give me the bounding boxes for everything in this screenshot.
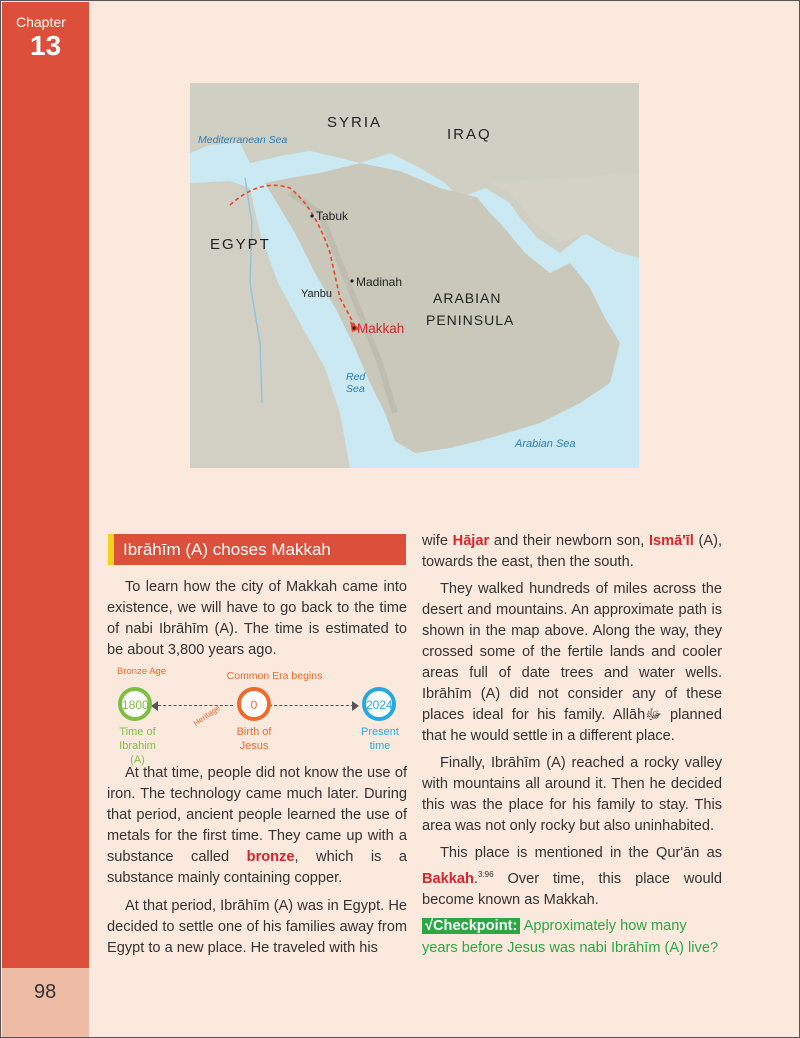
checkpoint-tag: √Checkpoint: [422, 918, 520, 934]
bronze-term: bronze [246, 849, 295, 865]
timeline-label-2024-line1: Present [361, 726, 399, 738]
timeline-label-0-line2: Jesus [239, 740, 269, 752]
bakkah-term: Bakkah [422, 870, 474, 887]
timeline-line-right [269, 705, 354, 706]
map-label-arabian: ARABIAN [433, 290, 502, 306]
map-label-red: Red [346, 371, 366, 383]
timeline-arrow-right [352, 701, 359, 711]
timeline-point-1800: 1800 [118, 687, 152, 721]
left-p1-text: To learn how the city of Makkah came into existence, we will have to go back to the time of nabi Ibrāhīm (A). The time is estimated to be about 3,800 years ago. [107, 579, 407, 658]
chapter-label: Chapter [16, 14, 66, 30]
checkpoint [422, 915, 722, 959]
madinah-dot [350, 279, 353, 282]
checkpoint-question: Approximately how many years before Jesus was nabi Ibrāhīm (A) live? [422, 918, 719, 956]
timeline-label-2024-line2: time [369, 740, 391, 752]
timeline-bronze-age: Bronze Age [117, 666, 167, 677]
arabia-map [190, 83, 639, 468]
map-graphic [190, 83, 639, 468]
right-p4-a: This place is mentioned in the Qur'ān as [440, 845, 722, 861]
map-label-sea: Sea [346, 383, 365, 395]
timeline-label-1800-line2: Ibrahim (A) [119, 740, 156, 766]
right-p4-b: Over time, this place would become known as Makkah. [422, 870, 722, 908]
map-label-yanbu: Yanbu [301, 288, 332, 300]
right-p2-text: They walked hundreds of miles across the desert and mountains. An approximate path is shown in the map above. Along the way, they crossed some of the fertile lands and cooler areas full of date trees and water wells. Ibrāhīm (A) did not consider any of these places ideal for his family. Allāhﷻ planned that he would settle in a different place. [422, 581, 722, 744]
timeline-line-left [153, 705, 233, 706]
map-label-egypt: EGYPT [210, 236, 271, 253]
chapter-number: 13 [30, 30, 62, 61]
timeline-label-1800-line1: Time of [119, 726, 156, 738]
right-paragraph-3 [422, 753, 722, 837]
map-label-makkah: Makkah [357, 321, 405, 336]
left-p3-text: At that period, Ibrāhīm (A) was in Egypt. He decided to settle one of his families away from Egypt to a new place. He traveled with his [107, 898, 407, 956]
left-paragraph-3 [107, 896, 407, 959]
map-label-peninsula: PENINSULA [426, 312, 515, 328]
left-paragraph-2 [107, 763, 407, 889]
timeline-point-2024: 2024 [362, 687, 396, 721]
right-p3-text: Finally, Ibrāhīm (A) reached a rocky valley with mountains all around it. Then he decided this was the place for his family to stay. This area was not only rocky but also uninhabited. [422, 755, 722, 834]
right-p1-b: and their newborn son, [489, 533, 649, 549]
right-paragraph-4: This place is mentioned in the Qur'ān as Bakkah.$^{3:96}$ Over time, this place would become known as Makkah. [422, 845, 722, 908]
tabuk-dot [310, 214, 313, 217]
left-p2-text-a: At that time, people did not know the use of iron. The technology came much later. During that period, ancient people learned the use of metals for the first time. They came up with a substance called [107, 765, 407, 865]
map-label-madinah: Madinah [356, 275, 403, 289]
makkah-dot [352, 326, 355, 329]
page-number: 98 [34, 981, 57, 1003]
timeline-common-era: Common Era begins [226, 670, 323, 682]
map-label-arabian-sea: Arabian Sea [515, 438, 576, 450]
right-p1-c: (A), towards the east, then the south. [422, 533, 722, 570]
chapter-sidebar [2, 2, 89, 968]
timeline-point-0: 0 [237, 687, 271, 721]
map-label-tabuk: Tabuk [316, 209, 349, 223]
timeline-arrow-left [151, 701, 158, 711]
section-heading: Ibrāhīm (A) choses Makkah [108, 534, 406, 565]
timeline-label-0-line1: Birth of [236, 726, 272, 738]
right-paragraph-2 [422, 579, 722, 747]
timeline-heritage: Heritage [191, 703, 222, 728]
map-label-mediterranean: Mediterranean Sea [198, 134, 288, 146]
map-label-iraq: IRAQ [447, 126, 492, 143]
timeline-label-0 [229, 725, 279, 753]
right-p1-a: wife [422, 533, 453, 549]
ismail-term: Ismā'īl [648, 533, 694, 549]
right-paragraph-1 [422, 531, 722, 573]
hajar-term: Hājar [452, 533, 490, 549]
map-label-syria: SYRIA [327, 114, 383, 131]
timeline [109, 665, 409, 766]
timeline-label-1800 [115, 725, 160, 767]
left-paragraph-1 [107, 577, 407, 661]
left-p2-text-b: , which is a substance mainly containing copper. [107, 849, 407, 886]
timeline-label-2024 [359, 725, 401, 753]
bakkah-reference: 3:96 [477, 870, 494, 879]
